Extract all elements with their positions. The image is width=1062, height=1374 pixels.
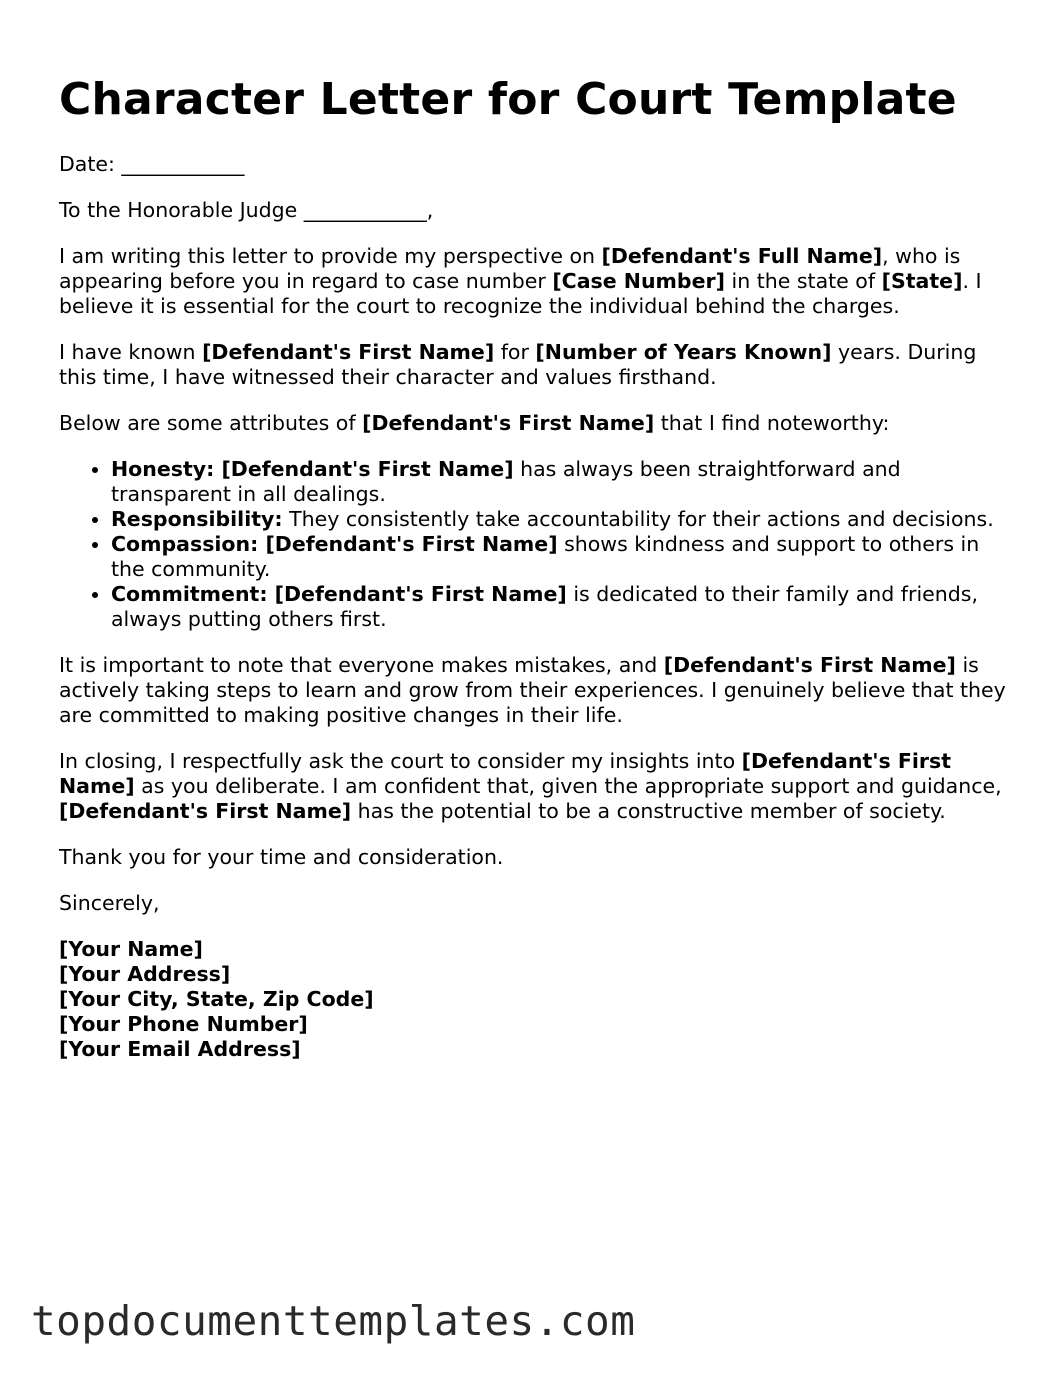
attribute-label: Compassion: [Defendant's First Name] <box>111 532 558 556</box>
page-title: Character Letter for Court Template <box>59 74 957 125</box>
attributes-intro-text-2: that I find noteworthy: <box>654 411 890 435</box>
known-text-1: I have known <box>59 340 203 364</box>
attribute-compassion <box>111 532 1009 582</box>
thanks-line: Thank you for your time and consideration. <box>59 845 504 869</box>
defendant-full-name-placeholder: [Defendant's Full Name] <box>601 244 883 268</box>
mistakes-paragraph <box>59 653 1009 728</box>
attribute-text: They consistently take accountability for their actions and decisions. <box>282 507 994 531</box>
date-line: Date: ____________ <box>59 152 245 176</box>
attributes-intro-text-1: Below are some attributes of <box>59 411 363 435</box>
attributes-intro <box>59 411 1009 436</box>
defendant-first-name-placeholder: [Defendant's First Name] <box>362 411 655 435</box>
closing-paragraph <box>59 749 1009 824</box>
watermark: topdocumenttemplates.com <box>31 1297 636 1345</box>
case-number-placeholder: [Case Number] <box>552 269 725 293</box>
years-known-placeholder: [Number of Years Known] <box>535 340 832 364</box>
defendant-first-name-placeholder: [Defendant's First Name] <box>202 340 495 364</box>
signature-phone: [Your Phone Number] <box>59 1012 308 1036</box>
closing-text-3: has the potential to be a constructive member of society. <box>351 799 946 823</box>
closing-text-2: as you deliberate. I am confident that, given the appropriate support and guidance, <box>134 774 1002 798</box>
attribute-responsibility <box>111 507 1009 532</box>
salutation: To the Honorable Judge ____________, <box>59 198 434 222</box>
defendant-first-name-placeholder: [Defendant's First Name] <box>59 799 352 823</box>
mistakes-text-2: is actively taking steps to learn and grow from their experiences. I genuinely believe that they are committed to making positive changes in their life. <box>59 653 1006 727</box>
defendant-first-name-placeholder: [Defendant's First Name] <box>663 653 956 677</box>
attribute-commitment <box>111 582 1009 632</box>
attribute-label: Commitment: [Defendant's First Name] <box>111 582 567 606</box>
intro-text-3: in the state of <box>724 269 882 293</box>
signoff: Sincerely, <box>59 891 160 915</box>
attribute-text: has always been straightforward and transparent in all dealings. <box>111 457 901 506</box>
defendant-first-name-placeholder: [Defendant's First Name] <box>59 749 952 798</box>
attribute-label: Honesty: [Defendant's First Name] <box>111 457 514 481</box>
signature-name: [Your Name] <box>59 937 203 961</box>
attribute-honesty <box>111 457 1009 507</box>
mistakes-text-1: It is important to note that everyone makes mistakes, and <box>59 653 664 677</box>
closing-text-1: In closing, I respectfully ask the court to consider my insights into <box>59 749 742 773</box>
known-text-2: for <box>494 340 536 364</box>
intro-text-4: . I believe it is essential for the court to recognize the individual behind the charges. <box>59 269 982 318</box>
attribute-text: shows kindness and support to others in the community. <box>111 532 980 581</box>
attributes-list <box>59 457 1009 632</box>
intro-text-1: I am writing this letter to provide my perspective on <box>59 244 602 268</box>
intro-text-2: , who is appearing before you in regard to case number <box>59 244 961 293</box>
letter-page <box>59 74 1009 1062</box>
signature-block <box>59 937 1009 1062</box>
state-placeholder: [State] <box>881 269 963 293</box>
signature-city-state-zip: [Your City, State, Zip Code] <box>59 987 374 1011</box>
intro-paragraph <box>59 244 1009 319</box>
known-paragraph <box>59 340 1009 390</box>
signature-email: [Your Email Address] <box>59 1037 301 1061</box>
attribute-text: is dedicated to their family and friends, always putting others first. <box>111 582 978 631</box>
signature-address: [Your Address] <box>59 962 231 986</box>
attribute-label: Responsibility: <box>111 507 283 531</box>
known-text-3: years. During this time, I have witnessed their character and values firsthand. <box>59 340 977 389</box>
